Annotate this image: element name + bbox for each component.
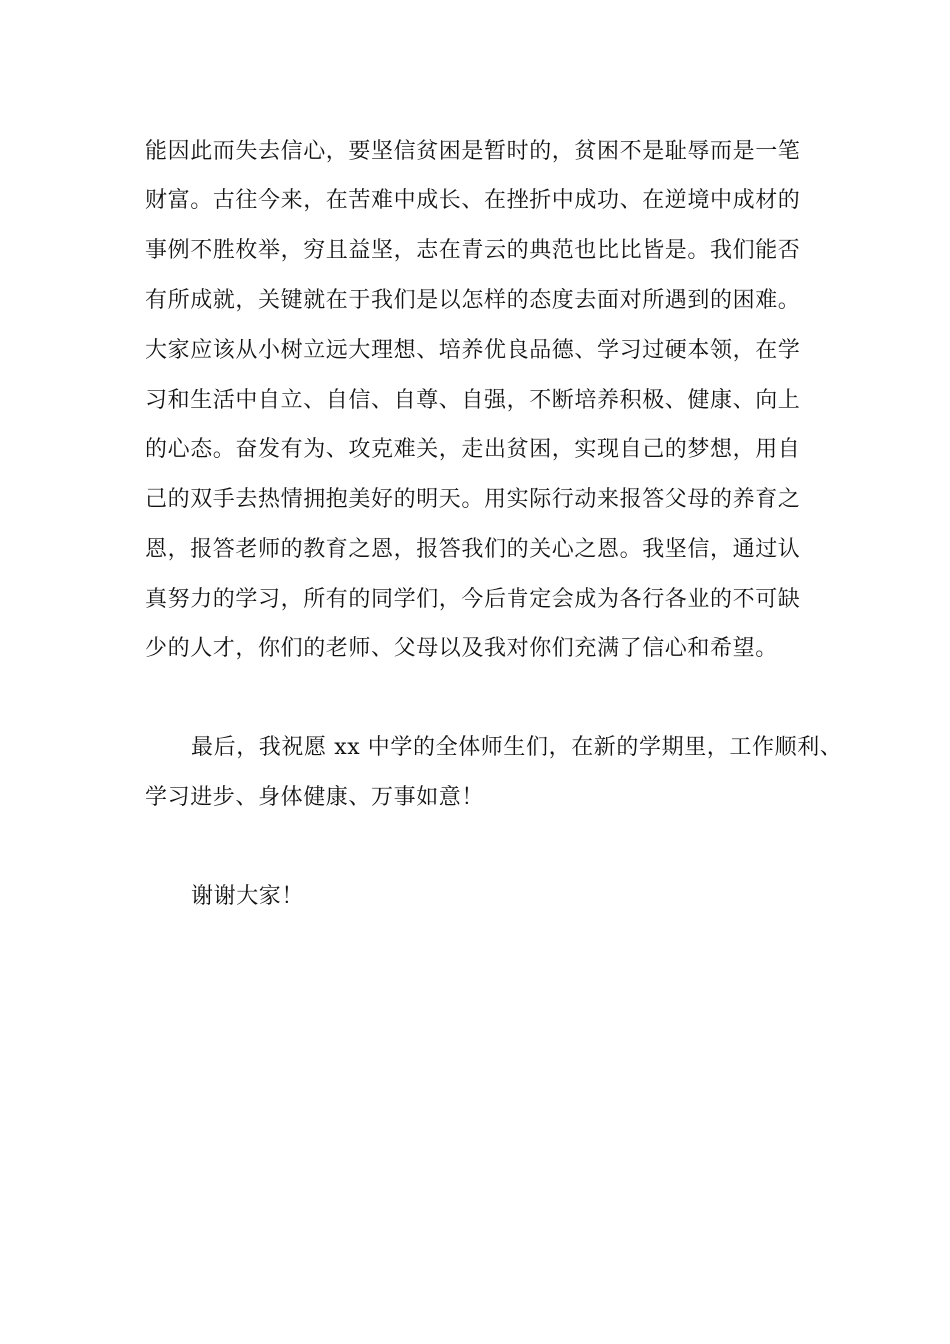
text-line: 少的人才，你们的老师、父母以及我对你们充满了信心和希望。 bbox=[145, 636, 778, 661]
text-line: 真努力的学习，所有的同学们，今后肯定会成为各行各业的不可缺 bbox=[145, 587, 801, 612]
text-line: 事例不胜枚举，穷且益坚，志在青云的典范也比比皆是。我们能否 bbox=[145, 238, 801, 263]
text-line: 有所成就，关键就在于我们是以怎样的态度去面对所遇到的困难。 bbox=[145, 288, 801, 313]
text-line: 最后，我祝愿 xx 中学的全体师生们，在新的学期里，工作顺利、 bbox=[191, 735, 843, 760]
text-line: 学习进步、身体健康、万事如意！ bbox=[145, 785, 485, 810]
text-line: 的心态。奋发有为、攻克难关，走出贫困，实现自己的梦想，用自 bbox=[145, 437, 801, 462]
closing-line: 谢谢大家！ bbox=[191, 884, 305, 909]
text-line: 大家应该从小树立远大理想、培养优良品德、学习过硬本领，在学 bbox=[145, 338, 801, 363]
text-line: 能因此而失去信心，要坚信贫困是暂时的，贫困不是耻辱而是一笔 bbox=[145, 139, 801, 164]
text-line: 财富。古往今来，在苦难中成长、在挫折中成功、在逆境中成材的 bbox=[145, 188, 801, 213]
text-line: 恩，报答老师的教育之恩，报答我们的关心之恩。我坚信，通过认 bbox=[145, 537, 801, 562]
text-line: 习和生活中自立、自信、自尊、自强，不断培养积极、健康、向上 bbox=[145, 388, 801, 413]
text-line: 己的双手去热情拥抱美好的明天。用实际行动来报答父母的养育之 bbox=[145, 487, 801, 512]
